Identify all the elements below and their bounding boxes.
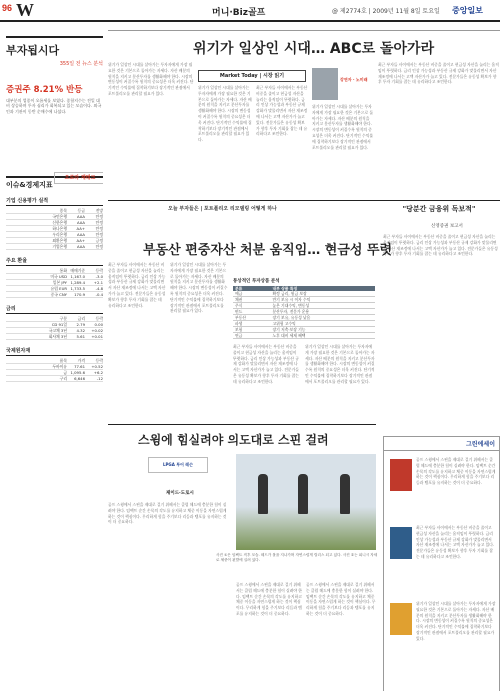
side-article: 최근 부자들 사이에서는 부동산 비중을 줄이고 현금성 자산을 늘리는 움직임이 뚜렷하다. 금리 인상 가능성과 부동산 규제 강화가 맞물리면서 자산 재조정에 나서는 고액 자산가가 늘고 있다. 전문가들은 유동성 확보가 향후 투자 기회를 잡는 데 유리하다고 조언한다. <box>383 234 498 257</box>
golfer-figure <box>258 474 268 514</box>
article-2-col-1: 최근 부자들 사이에서는 부동산 비중을 줄이고 현금성 자산을 늘리는 움직임이 뚜렷하다. 금리 인상 가능성과 부동산 규제 강화가 맞물리면서 자산 재조정에 나서는 고액 자산가가 늘고 있다. 전문가들은 유동성 확보가 향후 투자 기회를 잡는 데 유리하다고 조언한다. <box>108 262 166 308</box>
table-row: 예금 확정 금리, 원금 보장 <box>233 291 375 297</box>
left-subtitle: 355일 전 뉴스 분석 <box>59 61 103 67</box>
economy-box-title: 이슈&경제지표 <box>6 181 53 190</box>
table-row: 구리 6,646 -12 <box>6 376 103 382</box>
golfer-figure <box>340 474 350 514</box>
table4 <box>6 358 103 382</box>
table-row: CD 91일 2.79 0.00 <box>6 322 103 328</box>
photo-caption: 사진 ①은 임팩트 직후 모습. 헤드가 볼을 지나가며 자연스럽게 릴리스 되고 있다. 사진 ②는 피니시 자세로 체중이 왼발에 실려 있다. <box>216 553 378 562</box>
table-row: 부동산 장기 보유, 유동성 낮음 <box>233 315 375 321</box>
author-photo <box>312 68 338 100</box>
left-title: 부자됩시다 <box>6 36 103 58</box>
essay-text: 위기가 일상인 시대를 살아가는 투자자에게 가장 필요한 것은 기본으로 돌아가는 자세다. 자산 배분의 원칙을 지키고 분산투자를 생활화해야 한다. 시장의 변동성이 커질수록 원칙의 중요성은 더욱 커진다. 단기적인 수익률에 집착하기보다 장기적인 관점에서 포트폴리오를 관리할 필요가 있다. <box>416 601 496 641</box>
lpga-logo: LPGA 투어 레슨 <box>148 457 208 473</box>
table2-title: 주요 환율 <box>6 257 103 266</box>
table-row: 국민은행 AAA 안정 <box>6 214 103 220</box>
divider <box>108 200 500 201</box>
table-row: 보험 장기 저축·보장 기능 <box>233 327 375 333</box>
table-row: 금 1,095.6 +6.2 <box>6 370 103 376</box>
page-header <box>0 0 500 22</box>
article-2-col-4: 위기가 일상인 시대를 살아가는 투자자에게 가장 필요한 것은 기본으로 돌아가는 자세다. 자산 배분의 원칙을 지키고 분산투자를 생활화해야 한다. 시장의 변동성이 커질수록 원칙의 중요성은 더욱 커진다. 단기적인 수익률에 집착하기보다 장기적인 관점에서 포트폴리오를 관리할 필요가 있다. <box>305 344 375 384</box>
table-row: 연금 노후 대비 세제 혜택 <box>233 333 375 339</box>
book-cover-icon <box>390 527 412 559</box>
page-number: 96 <box>2 3 13 13</box>
table1-title: 기업 신용평가 실적 <box>6 197 103 206</box>
article-1-col-1: 위기가 일상인 시대를 살아가는 투자자에게 가장 필요한 것은 기본으로 돌아가는 자세다. 자산 배분의 원칙을 지키고 분산투자를 생활화해야 한다. 시장의 변동성이 커질수록 원칙의 중요성은 더욱 커진다. 단기적인 수익률에 집착하기보다 장기적인 관점에서 포트폴리오를 관리할 필요가 있다. <box>108 62 194 96</box>
table-row: 일본 JPY 1,289.4 +2.1 <box>6 280 103 286</box>
green-essay-box <box>383 436 500 691</box>
table-row: 파생 고위험 고수익 <box>233 321 375 327</box>
author-name: 강연자 · 노미래 <box>340 77 368 82</box>
divider <box>108 424 376 425</box>
side-author: 신영증권 보고서 <box>431 224 463 229</box>
article-1-col-4: 위기가 일상인 시대를 살아가는 투자자에게 가장 필요한 것은 기본으로 돌아가는 자세다. 자산 배분의 원칙을 지키고 분산투자를 생활화해야 한다. 시장의 변동성이 커질수록 원칙의 중요성은 더욱 커진다. 단기적인 수익률에 집착하기보다 장기적인 관점에서 포트폴리오를 관리할 필요가 있다. <box>312 104 374 150</box>
newspaper-logo-icon: W <box>16 0 34 20</box>
table-row: 두바이유 77.61 +0.52 <box>6 364 103 370</box>
table-row: 하나은행 AA+ 안정 <box>6 226 103 232</box>
table-row: 신한은행 AAA 안정 <box>6 220 103 226</box>
table-row: 회사채 3년 5.61 +0.01 <box>6 334 103 340</box>
table-title: 통상적인 투자상품 분석 <box>233 279 280 284</box>
table4-title: 국제원자재 <box>6 347 103 356</box>
table-row: 품목 가격 등락 <box>6 358 103 364</box>
article-1-col-3: 최근 부자들 사이에서는 부동산 비중을 줄이고 현금성 자산을 늘리는 움직임이 뚜렷하다. 금리 인상 가능성과 부동산 규제 강화가 맞물리면서 자산 재조정에 나서는 고액 자산가가 늘고 있다. 전문가들은 유동성 확보가 향후 투자 기회를 잡는 데 유리하다고 조언한다. <box>256 85 308 137</box>
golf-swing-photo <box>236 454 376 550</box>
economy-box <box>6 176 103 382</box>
issue-line: @ 제2774호 | 2009년 11월 8일 토요일 <box>332 8 440 15</box>
table-row: 중국 CNY 170.9 -0.4 <box>6 292 103 298</box>
table-row: 외환은행 AA+ 긍정 <box>6 238 103 244</box>
golf-author: 제이드·도로시 <box>166 491 194 496</box>
headline-1: 위기가 일상인 시대… ABC로 돌아가라 <box>193 41 435 57</box>
brand-name: 중앙일보 <box>452 6 483 15</box>
golf-article-col-3: 골프 스윙에서 스핀을 제대로 걸기 위해서는 클럽 헤드에 충분한 힘이 실려야 한다. 임팩트 순간 손목의 각도를 유지하고 체중 이동을 자연스럽게 하는 것이 핵심이다. 무리하게 힘을 주기보다 리듬과 템포를 유지하는 것이 더 중요하다. <box>306 582 376 616</box>
kicker: 오늘 부자들은 | 포트폴리오 리모델링 어떻게 하나 <box>168 206 277 212</box>
table-row: 유럽 EUR 1,733.5 -4.8 <box>6 286 103 292</box>
table-row: 기업은행 AAA 안정 <box>6 244 103 250</box>
golf-article: 골프 스윙에서 스핀을 제대로 걸기 위해서는 클럽 헤드에 충분한 힘이 실려야 한다. 임팩트 순간 손목의 각도를 유지하고 체중 이동을 자연스럽게 하는 것이 핵심이다. 무리하게 힘을 주기보다 리듬과 템포를 유지하는 것이 더 중요하다. <box>108 502 227 525</box>
essay-text: 최근 부자들 사이에서는 부동산 비중을 줄이고 현금성 자산을 늘리는 움직임이 뚜렷하다. 금리 인상 가능성과 부동산 규제 강화가 맞물리면서 자산 재조정에 나서는 고액 자산가가 늘고 있다. 전문가들은 유동성 확보가 향후 투자 기회를 잡는 데 유리하다고 조언한다. <box>416 525 495 559</box>
table1 <box>6 208 103 250</box>
article-2-col-3: 최근 부자들 사이에서는 부동산 비중을 줄이고 현금성 자산을 늘리는 움직임이 뚜렷하다. 금리 인상 가능성과 부동산 규제 강화가 맞물리면서 자산 재조정에 나서는 고액 자산가가 늘고 있다. 전문가들은 유동성 확보가 향후 투자 기회를 잡는 데 유리하다고 조언한다. <box>233 344 299 384</box>
table-row: 주식 높은 기대수익, 변동성 <box>233 303 375 309</box>
table-row: 국고채 3년 4.32 +0.02 <box>6 328 103 334</box>
left-intro: 대부분의 업종이 오름세를 보였다. 종합지수는 전일 대비 상승하며 투자 심리가 회복되고 있는 모습이다. 외국인과 기관이 동반 순매수에 나섰다. <box>6 98 102 114</box>
book-cover-icon <box>390 603 412 635</box>
left-headline: 증권주 8.21% 반등 <box>6 85 83 95</box>
left-column <box>6 36 103 686</box>
table-row: 채권 만기 보유 시 이자 수익 <box>233 297 375 303</box>
table-row: 미국 USD 1,167.0 -3.0 <box>6 274 103 280</box>
table3 <box>6 316 103 340</box>
table-row: 우리은행 AAA 안정 <box>6 232 103 238</box>
investment-table: 통상적인 투자상품 분석 분류 내부 상품 특징 예금 확정 금리, 원금 보장 채권 만기 보유 시 이자 수익 주식 높은 기대수익, 변동성 펀드 분산투자, 전문가 운용 부동산 장기 보유, 유동성 낮음 파생 고위험 고수익 보험 장기 저축·보장 기능 연금 노후 대비 세제 혜택 <box>233 278 375 339</box>
table-row: 종목 등급 전망 <box>6 208 103 214</box>
section-title: 머니·Biz골프 <box>212 8 266 18</box>
essay-text: 골프 스윙에서 스핀을 제대로 걸기 위해서는 클럽 헤드에 충분한 힘이 실려야 한다. 임팩트 순간 손목의 각도를 유지하고 체중 이동을 자연스럽게 하는 것이 핵심이다. 무리하게 힘을 주기보다 리듬과 템포를 유지하는 것이 더 중요하다. <box>416 457 496 486</box>
golf-article-col-2: 골프 스윙에서 스핀을 제대로 걸기 위해서는 클럽 헤드에 충분한 힘이 실려야 한다. 임팩트 순간 손목의 각도를 유지하고 체중 이동을 자연스럽게 하는 것이 핵심이다. 무리하게 힘을 주기보다 리듬과 템포를 유지하는 것이 더 중요하다. <box>236 582 302 616</box>
book-cover-icon <box>390 459 412 491</box>
table-row: 펀드 분산투자, 전문가 운용 <box>233 309 375 315</box>
table-row: 통화 매매기준 등락 <box>6 268 103 274</box>
headline-3: 스윙에 힘실려야 의도대로 스핀 걸려 <box>138 433 329 447</box>
table-row: 구분 금리 등락 <box>6 316 103 322</box>
golfer-figure <box>298 474 308 514</box>
box-title: 그린에세이 <box>384 437 499 451</box>
article-1-col-2: 위기가 일상인 시대를 살아가는 투자자에게 가장 필요한 것은 기본으로 돌아가는 자세다. 자산 배분의 원칙을 지키고 분산투자를 생활화해야 한다. 시장의 변동성이 커질수록 원칙의 중요성은 더욱 커진다. 단기적인 수익률에 집착하기보다 장기적인 관점에서 포트폴리오를 관리할 필요가 있다. <box>198 85 252 143</box>
divider <box>108 30 500 31</box>
article-1-col-5: 최근 부자들 사이에서는 부동산 비중을 줄이고 현금성 자산을 늘리는 움직임이 뚜렷하다. 금리 인상 가능성과 부동산 규제 강화가 맞물리면서 자산 재조정에 나서는 고액 자산가가 늘고 있다. 전문가들은 유동성 확보가 향후 투자 기회를 잡는 데 유리하다고 조언한다. <box>378 62 499 85</box>
aurora-logo: 오로라 재테크 <box>54 172 103 184</box>
table2 <box>6 268 103 298</box>
side-headline: "당분간 금융위 독보적" <box>402 205 476 213</box>
article-2-col-2: 위기가 일상인 시대를 살아가는 투자자에게 가장 필요한 것은 기본으로 돌아가는 자세다. 자산 배분의 원칙을 지키고 분산투자를 생활화해야 한다. 시장의 변동성이 커질수록 원칙의 중요성은 더욱 커진다. 단기적인 수익률에 집착하기보다 장기적인 관점에서 포트폴리오를 관리할 필요가 있다. <box>170 262 228 314</box>
headline-2: 부동산 편중자산 처분 움직임… 현금성 뚜렷 <box>143 243 393 258</box>
table3-title: 금리 <box>6 305 103 314</box>
market-watch-label: Market Today | 시장 읽기 <box>198 70 306 82</box>
